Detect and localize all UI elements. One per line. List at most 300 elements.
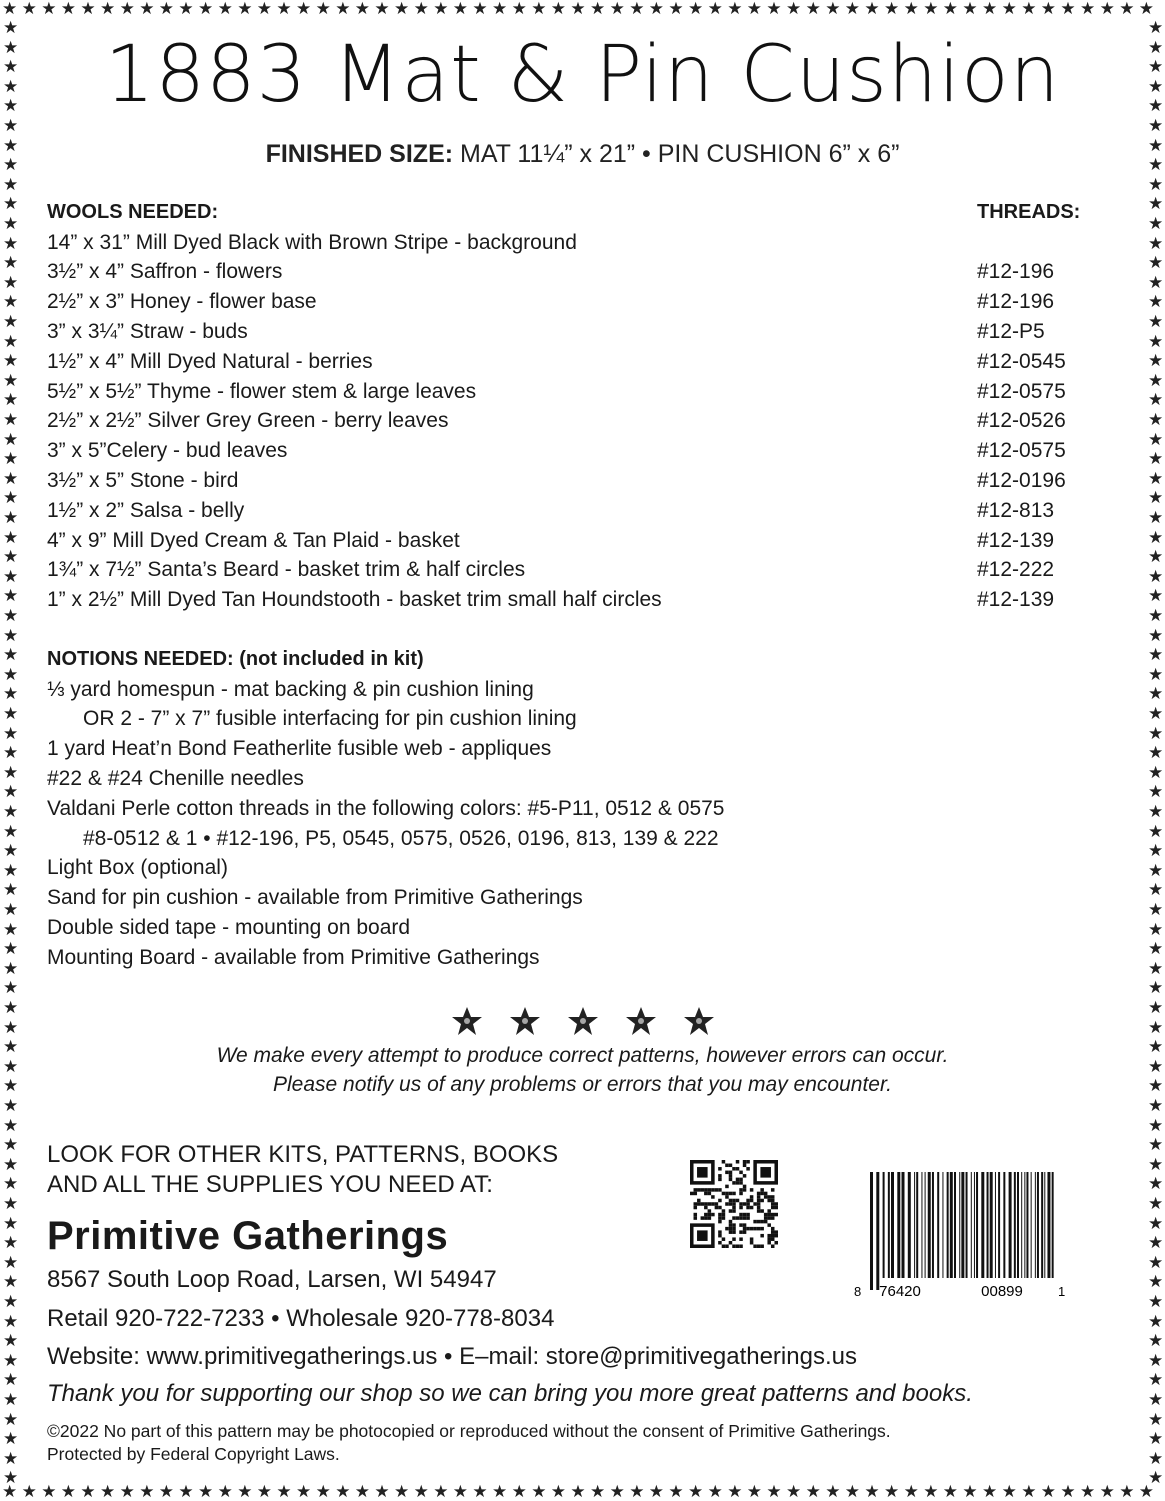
border-star-icon: ★ (1148, 370, 1164, 390)
border-star-icon: ★ (688, 1482, 704, 1501)
border-star-icon: ★ (766, 1482, 782, 1501)
border-star-icon: ★ (3, 782, 19, 802)
border-star-icon: ★ (139, 0, 155, 18)
border-star-icon: ★ (1148, 116, 1164, 135)
border-star-icon: ★ (903, 1482, 919, 1501)
border-star-icon: ★ (1148, 1370, 1164, 1390)
border-star-icon: ★ (3, 1429, 19, 1449)
border-star-icon: ★ (3, 704, 19, 723)
border-star-icon: ★ (3, 292, 19, 312)
border-star-icon: ★ (413, 0, 429, 18)
border-star-icon: ★ (492, 1482, 508, 1501)
border-star-icon: ★ (1148, 1115, 1164, 1135)
border-star-icon: ★ (1148, 566, 1164, 586)
border-star-icon: ★ (1148, 508, 1164, 527)
border-star-icon: ★ (1001, 1482, 1017, 1501)
wools-heading: WOOLS NEEDED: (47, 201, 219, 224)
border-star-icon: ★ (3, 96, 19, 116)
border-star-icon: ★ (1148, 1135, 1164, 1155)
border-star-icon: ★ (3, 18, 19, 37)
border-star-icon: ★ (1148, 1017, 1164, 1037)
border-star-icon: ★ (923, 0, 939, 18)
border-star-icon: ★ (1021, 1482, 1037, 1501)
border-star-icon: ★ (1148, 1096, 1164, 1115)
border-star-icon: ★ (394, 0, 410, 18)
border-star-icon: ★ (3, 1390, 19, 1409)
wool-thread: #12-0196 (977, 469, 1066, 493)
border-star-icon: ★ (1148, 1076, 1164, 1096)
notion-item: Double sided tape - mounting on board (47, 916, 411, 940)
border-star-icon: ★ (1148, 978, 1164, 998)
border-star-icon: ★ (1148, 1409, 1164, 1429)
border-star-icon: ★ (1148, 37, 1164, 57)
border-star-icon: ★ (3, 743, 19, 763)
border-star-icon: ★ (1148, 782, 1164, 802)
border-star-icon: ★ (374, 0, 390, 18)
border-star-icon: ★ (805, 0, 821, 18)
border-star-icon: ★ (962, 0, 978, 18)
border-star-icon: ★ (1148, 802, 1164, 821)
border-star-icon: ★ (884, 1482, 900, 1501)
copyright-line-2: Protected by Federal Copyright Laws. (47, 1444, 340, 1464)
border-star-icon: ★ (1148, 919, 1164, 939)
border-star-icon: ★ (1148, 214, 1164, 233)
wools-section (47, 198, 1087, 615)
border-star-icon: ★ (3, 1017, 19, 1037)
wool-item: 4” x 9” Mill Dyed Cream & Tan Plaid - basket (47, 528, 460, 552)
shop-name: Primitive Gatherings (47, 1214, 449, 1258)
border-star-icon: ★ (3, 370, 19, 390)
border-star-icon: ★ (3, 1370, 19, 1390)
finished-size (0, 140, 1165, 169)
border-star-icon: ★ (1148, 292, 1164, 312)
border-star-icon: ★ (119, 0, 135, 18)
barcode (852, 1172, 1067, 1302)
border-star-icon: ★ (3, 527, 19, 547)
border-star-icon: ★ (511, 0, 527, 18)
wool-thread: #12-139 (977, 588, 1055, 612)
border-star-icon: ★ (335, 1482, 351, 1501)
border-star-icon: ★ (629, 0, 645, 18)
border-star-icon: ★ (3, 135, 19, 155)
border-star-icon: ★ (903, 0, 919, 18)
wool-row (47, 585, 1087, 615)
wool-row (47, 496, 1087, 526)
border-star-icon: ★ (3, 468, 19, 488)
border-star-icon: ★ (41, 0, 57, 18)
border-star-icon: ★ (3, 331, 19, 351)
border-star-icon: ★ (3, 723, 19, 743)
border-star-icon: ★ (3, 1292, 19, 1311)
border-star-icon: ★ (1148, 155, 1164, 175)
border-star-icon: ★ (3, 566, 19, 586)
border-star-icon: ★ (276, 0, 292, 18)
border-star-icon: ★ (1148, 468, 1164, 488)
wool-item: 1” x 2½” Mill Dyed Tan Houndstooth - basket trim small half circles (47, 588, 662, 612)
border-star-icon: ★ (354, 0, 371, 18)
copyright-notice (47, 1420, 1097, 1466)
border-star-icon: ★ (2, 1482, 18, 1501)
border-star-icon: ★ (3, 841, 19, 861)
thank-you-note: Thank you for supporting our shop so we can bring you more great patterns and books. (47, 1380, 973, 1407)
notion-item: Sand for pin cushion - available from Primitive Gatherings (47, 886, 583, 910)
border-star-icon: ★ (1060, 0, 1076, 18)
notion-item: OR 2 - 7” x 7” fusible interfacing for pin cushion lining (83, 707, 577, 731)
border-star-icon: ★ (1148, 1233, 1164, 1253)
border-star-icon: ★ (766, 0, 782, 18)
border-star-icon: ★ (3, 410, 19, 429)
border-star-icon: ★ (3, 1252, 19, 1272)
star-icon (509, 1005, 541, 1037)
border-star-icon: ★ (1080, 0, 1096, 18)
notion-item: Mounting Board - available from Primitive Gatherings (47, 945, 540, 969)
border-star-icon: ★ (3, 645, 19, 665)
border-star-icon: ★ (1148, 253, 1164, 273)
border-star-icon: ★ (590, 0, 606, 18)
border-star-icon: ★ (60, 0, 77, 18)
threads-heading: THREADS: (977, 201, 1081, 224)
border-star-icon: ★ (1148, 57, 1164, 77)
wool-item: 14” x 31” Mill Dyed Black with Brown Stripe - background (47, 230, 577, 254)
border-star-icon: ★ (413, 1482, 429, 1501)
border-star-icon: ★ (1148, 841, 1164, 861)
border-star-icon: ★ (609, 1482, 625, 1501)
border-star-icon: ★ (1148, 762, 1164, 782)
border-star-icon: ★ (3, 821, 19, 841)
border-star-icon: ★ (884, 0, 900, 18)
border-star-icon: ★ (217, 0, 233, 18)
border-star-icon: ★ (394, 1482, 410, 1501)
border-star-icon: ★ (119, 1482, 135, 1501)
border-star-icon: ★ (1148, 1037, 1164, 1057)
border-star-icon: ★ (3, 76, 19, 96)
border-star-icon: ★ (3, 1076, 19, 1096)
notions-header (47, 645, 1087, 675)
border-star-icon: ★ (3, 939, 19, 959)
border-star-icon: ★ (217, 1482, 233, 1501)
border-star-icon: ★ (1148, 351, 1164, 371)
border-star-icon: ★ (433, 1482, 449, 1501)
qr-code[interactable] (690, 1160, 778, 1248)
border-star-icon: ★ (3, 625, 19, 645)
border-star-icon: ★ (3, 429, 19, 449)
border-star-icon: ★ (472, 1482, 488, 1501)
border-star-icon: ★ (825, 0, 841, 18)
border-star-icon: ★ (3, 1468, 19, 1488)
border-star-icon: ★ (158, 0, 175, 18)
border-star-icon: ★ (1148, 527, 1164, 547)
border-star-icon: ★ (21, 1482, 37, 1501)
border-star-icon: ★ (3, 1056, 19, 1076)
border-star-icon: ★ (3, 1194, 19, 1213)
wool-item: 3½” x 5” Stone - bird (47, 469, 239, 493)
border-star-icon: ★ (982, 0, 998, 18)
border-star-icon: ★ (1148, 1350, 1164, 1370)
border-star-icon: ★ (1119, 0, 1135, 18)
wool-row (47, 466, 1087, 496)
border-star-icon: ★ (3, 978, 19, 998)
border-star-icon: ★ (3, 214, 19, 233)
border-star-icon: ★ (3, 802, 19, 821)
notions-section (47, 645, 1087, 973)
border-star-icon: ★ (3, 998, 19, 1017)
shop-address: 8567 South Loop Road, Larsen, WI 54947 (47, 1266, 497, 1293)
border-star-icon: ★ (198, 0, 214, 18)
wool-row (47, 287, 1087, 317)
border-star-icon: ★ (1148, 1311, 1164, 1331)
border-star-icon: ★ (570, 0, 586, 18)
border-star-icon: ★ (1148, 1448, 1164, 1468)
wool-thread: #12-0575 (977, 379, 1066, 403)
border-star-icon: ★ (3, 1350, 19, 1370)
border-star-icon: ★ (1148, 331, 1164, 351)
border-star-icon: ★ (3, 547, 19, 567)
border-star-icon: ★ (727, 0, 743, 18)
border-star-icon: ★ (688, 0, 704, 18)
finished-size-label: FINISHED SIZE: (265, 140, 454, 168)
border-star-icon: ★ (1148, 135, 1164, 155)
finished-size-value: MAT 11¼” x 21” • PIN CUSHION 6” x 6” (453, 140, 900, 168)
border-star-icon: ★ (3, 1331, 19, 1351)
border-star-icon: ★ (1148, 743, 1164, 763)
decorative-stars (0, 1005, 1165, 1041)
border-star-icon: ★ (256, 0, 273, 18)
border-star-icon: ★ (1148, 880, 1164, 900)
border-star-icon: ★ (3, 1448, 19, 1468)
border-star-icon: ★ (609, 0, 625, 18)
border-star-icon: ★ (3, 762, 19, 782)
border-star-icon: ★ (374, 1482, 390, 1501)
wool-item: 2½” x 3” Honey - flower base (47, 290, 317, 314)
disclaimer (0, 1005, 1165, 1099)
border-star-icon: ★ (21, 0, 37, 18)
border-star-icon: ★ (1148, 1252, 1164, 1272)
wool-row (47, 556, 1087, 586)
border-star-icon: ★ (707, 0, 723, 18)
border-star-icon: ★ (1148, 96, 1164, 116)
border-star-icon: ★ (1148, 1213, 1164, 1233)
border-star-icon: ★ (3, 606, 19, 625)
border-star-icon: ★ (3, 664, 19, 684)
border-star-icon: ★ (178, 0, 194, 18)
border-star-icon: ★ (3, 958, 19, 978)
wool-item: 3” x 3¼” Straw - buds (47, 320, 248, 344)
barcode-digits-2: 76420 (879, 1283, 921, 1300)
wool-item: 1½” x 4” Mill Dyed Natural - berries (47, 349, 373, 373)
border-star-icon: ★ (1148, 312, 1164, 331)
border-star-icon: ★ (1148, 76, 1164, 96)
border-star-icon: ★ (1040, 1482, 1057, 1501)
border-star-icon: ★ (864, 1482, 880, 1501)
wool-item: 1¾” x 7½” Santa’s Beard - basket trim & half circles (47, 558, 526, 582)
border-star-icon: ★ (531, 0, 547, 18)
border-star-icon: ★ (100, 0, 116, 18)
border-star-icon: ★ (648, 1482, 665, 1501)
border-star-icon: ★ (3, 1154, 19, 1174)
barcode-digit-1: 8 (854, 1284, 862, 1299)
border-star-icon: ★ (923, 1482, 939, 1501)
border-star-icon: ★ (3, 233, 19, 253)
border-star-icon: ★ (276, 1482, 292, 1501)
border-star-icon: ★ (1138, 0, 1155, 18)
border-star-icon: ★ (3, 684, 19, 704)
border-star-icon: ★ (629, 1482, 645, 1501)
barcode-digit-4: 1 (1058, 1284, 1066, 1299)
border-star-icon: ★ (1148, 174, 1164, 194)
border-star-icon: ★ (296, 0, 312, 18)
border-star-icon: ★ (3, 351, 19, 371)
border-star-icon: ★ (786, 1482, 802, 1501)
border-star-icon: ★ (60, 1482, 77, 1501)
border-star-icon: ★ (1148, 1390, 1164, 1409)
border-star-icon: ★ (1148, 606, 1164, 625)
border-star-icon: ★ (3, 116, 19, 135)
wool-row (47, 317, 1087, 347)
look-for-line-1: LOOK FOR OTHER KITS, PATTERNS, BOOKS (47, 1141, 559, 1168)
border-star-icon: ★ (864, 0, 880, 18)
star-icon (625, 1005, 657, 1037)
disclaimer-line-1: We make every attempt to produce correct patterns, however errors can occur. (216, 1044, 949, 1067)
notion-item: 1 yard Heat’n Bond Featherlite fusible web - appliques (47, 737, 552, 761)
border-star-icon: ★ (452, 0, 469, 18)
border-star-icon: ★ (746, 0, 763, 18)
wool-thread: #12-222 (977, 558, 1055, 582)
border-star-icon: ★ (1148, 449, 1164, 469)
wool-thread: #12-139 (977, 528, 1055, 552)
border-star-icon: ★ (335, 0, 351, 18)
border-star-icon: ★ (1148, 723, 1164, 743)
border-star-icon: ★ (1148, 625, 1164, 645)
border-star-icon: ★ (3, 1311, 19, 1331)
wool-row (47, 347, 1087, 377)
border-star-icon: ★ (3, 900, 19, 919)
border-star-icon: ★ (3, 919, 19, 939)
border-star-icon: ★ (1148, 488, 1164, 508)
border-star-icon: ★ (590, 1482, 606, 1501)
wool-thread: #12-P5 (977, 320, 1045, 344)
border-star-icon: ★ (41, 1482, 57, 1501)
notion-item: Valdani Perle cotton threads in the following colors: #5-P11, 0512 & 0575 (47, 796, 725, 820)
border-star-icon: ★ (531, 1482, 547, 1501)
border-star-icon: ★ (3, 253, 19, 273)
border-star-icon: ★ (492, 0, 508, 18)
border-star-icon: ★ (296, 1482, 312, 1501)
wool-item: 3½” x 4” Saffron - flowers (47, 260, 283, 284)
border-star-icon: ★ (80, 0, 96, 18)
border-star-icon: ★ (315, 1482, 331, 1501)
border-star-icon: ★ (139, 1482, 155, 1501)
border-star-icon: ★ (786, 0, 802, 18)
border-star-icon: ★ (648, 0, 665, 18)
border-star-icon: ★ (1148, 390, 1164, 410)
border-star-icon: ★ (1148, 998, 1164, 1017)
border-star-icon: ★ (178, 1482, 194, 1501)
border-star-icon: ★ (727, 1482, 743, 1501)
border-star-icon: ★ (452, 1482, 469, 1501)
border-star-icon: ★ (1148, 1174, 1164, 1194)
border-star-icon: ★ (1148, 586, 1164, 606)
border-star-icon: ★ (3, 390, 19, 410)
border-star-icon: ★ (942, 0, 959, 18)
border-star-icon: ★ (3, 174, 19, 194)
wool-row (47, 526, 1087, 556)
border-star-icon: ★ (1148, 684, 1164, 704)
border-star-icon: ★ (158, 1482, 175, 1501)
border-star-icon: ★ (844, 1482, 861, 1501)
disclaimer-line-2: Please notify us of any problems or errors that you may encounter. (272, 1073, 893, 1096)
border-star-icon: ★ (433, 0, 449, 18)
shop-phones: Retail 920-722-7233 • Wholesale 920-778-8034 (47, 1305, 555, 1332)
border-star-icon: ★ (668, 0, 684, 18)
border-star-icon: ★ (3, 449, 19, 469)
border-star-icon: ★ (1138, 1482, 1155, 1501)
border-star-icon: ★ (746, 1482, 763, 1501)
star-icon (683, 1005, 715, 1037)
border-star-icon: ★ (1148, 233, 1164, 253)
star-icon (567, 1005, 599, 1037)
wools-header (47, 198, 1087, 228)
border-star-icon: ★ (1148, 194, 1164, 214)
border-star-icon: ★ (3, 1174, 19, 1194)
border-star-icon: ★ (962, 1482, 978, 1501)
notion-item: #8-0512 & 1 • #12-196, P5, 0545, 0575, 0526, 0196, 813, 139 & 222 (83, 826, 719, 850)
border-star-icon: ★ (237, 1482, 253, 1501)
border-star-icon: ★ (1148, 1154, 1164, 1174)
border-star-icon: ★ (1148, 664, 1164, 684)
border-star-icon: ★ (550, 1482, 567, 1501)
border-star-icon: ★ (1148, 939, 1164, 959)
shop-web-email: Website: www.primitivegatherings.us • E–mail: store@primitivegatherings.us (47, 1343, 857, 1370)
wool-row (47, 258, 1087, 288)
border-star-icon: ★ (1099, 0, 1115, 18)
border-star-icon: ★ (3, 194, 19, 214)
border-star-icon: ★ (1148, 1056, 1164, 1076)
border-star-icon: ★ (1148, 429, 1164, 449)
border-star-icon: ★ (1148, 704, 1164, 723)
border-star-icon: ★ (1148, 1272, 1164, 1292)
border-star-icon: ★ (3, 1233, 19, 1253)
border-star-icon: ★ (550, 0, 567, 18)
wool-item: 3” x 5”Celery - bud leaves (47, 439, 288, 463)
border-star-icon: ★ (3, 1135, 19, 1155)
border-star-icon: ★ (1148, 900, 1164, 919)
border-star-icon: ★ (1148, 958, 1164, 978)
border-star-icon: ★ (3, 860, 19, 880)
border-star-icon: ★ (3, 880, 19, 900)
border-star-icon: ★ (3, 1115, 19, 1135)
border-star-icon: ★ (3, 1037, 19, 1057)
border-star-icon: ★ (3, 1096, 19, 1115)
border-star-icon: ★ (1148, 547, 1164, 567)
border-star-icon: ★ (3, 155, 19, 175)
border-star-icon: ★ (707, 1482, 723, 1501)
border-star-icon: ★ (1148, 860, 1164, 880)
border-star-icon: ★ (3, 488, 19, 508)
border-star-icon: ★ (668, 1482, 684, 1501)
notion-item: #22 & #24 Chenille needles (47, 767, 304, 791)
border-star-icon: ★ (3, 1409, 19, 1429)
border-star-icon: ★ (844, 0, 861, 18)
wool-thread: #12-0575 (977, 439, 1066, 463)
border-star-icon: ★ (3, 1272, 19, 1292)
border-star-icon: ★ (1148, 410, 1164, 429)
border-star-icon: ★ (1148, 1292, 1164, 1311)
border-star-icon: ★ (942, 1482, 959, 1501)
wool-row (47, 407, 1087, 437)
look-for-text (47, 1140, 558, 1200)
wool-thread: #12-196 (977, 290, 1055, 314)
copyright-line-1: ©2022 No part of this pattern may be photocopied or reproduced without the consent of Primitive Gatherings. (47, 1421, 891, 1441)
